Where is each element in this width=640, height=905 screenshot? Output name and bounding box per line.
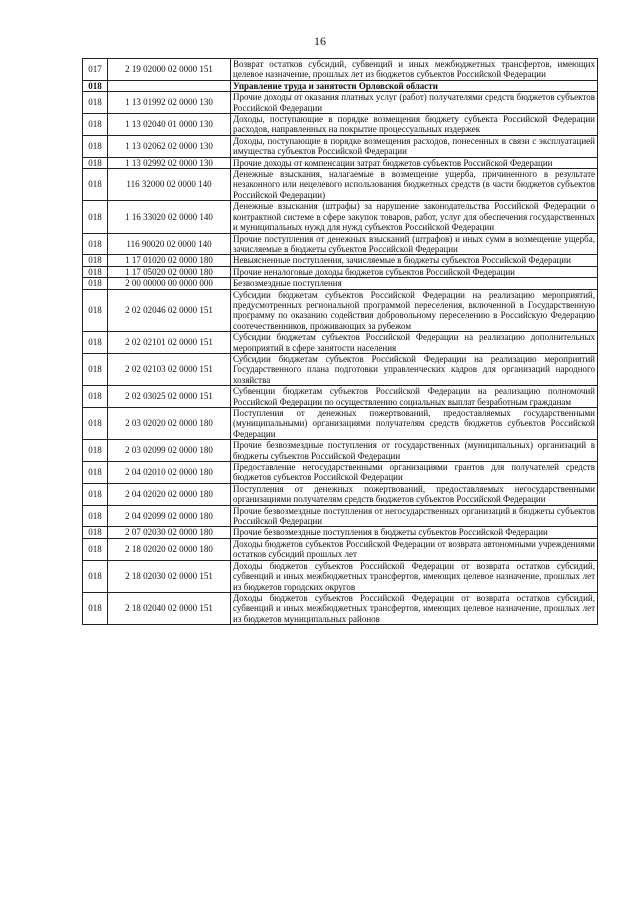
revenue-code-cell: 2 02 02103 02 0000 151	[108, 353, 231, 385]
table-row	[83, 592, 598, 624]
table-body	[83, 59, 598, 625]
admin-code-cell: 018	[83, 353, 108, 385]
table-row	[83, 59, 598, 81]
revenue-name-cell: Субвенции бюджетам субъектов Российской Федерации на реализацию полномочий Российской Федерации по осуществлению социальных выплат безработным гражданам	[231, 386, 598, 408]
admin-code-cell: 018	[83, 135, 108, 157]
revenue-code-cell: 2 04 02099 02 0000 180	[108, 505, 231, 527]
table-row	[83, 201, 598, 233]
table-row	[83, 408, 598, 440]
revenue-code-cell: 1 13 02062 02 0000 130	[108, 135, 231, 157]
table-row	[83, 255, 598, 266]
revenue-name-cell: Доходы бюджетов субъектов Российской Федерации от возврата остатков субсидий, субвенций и иных межбюджетных трансфертов, имеющих целевое назначение, прошлых лет из бюджетов муниципальных районов	[231, 592, 598, 624]
admin-code-cell: 018	[83, 538, 108, 560]
revenue-name-cell: Прочие доходы от оказания платных услуг (работ) получателями средств бюджетов субъектов Российской Федерации	[231, 92, 598, 114]
revenue-code-cell: 1 17 05020 02 0000 180	[108, 266, 231, 277]
page-number: 16	[314, 34, 326, 48]
table-row	[83, 483, 598, 505]
revenue-code-cell: 116 90020 02 0000 140	[108, 233, 231, 255]
table-row	[83, 135, 598, 157]
revenue-code-cell: 2 18 02040 02 0000 151	[108, 592, 231, 624]
admin-code-cell: 018	[83, 255, 108, 266]
table-row	[83, 353, 598, 385]
revenue-code-cell: 116 32000 02 0000 140	[108, 169, 231, 201]
revenue-name-cell: Доходы, поступающие в порядке возмещения расходов, понесенных в связи с эксплуатацией имущества субъектов Российской Федерации	[231, 135, 598, 157]
revenue-name-cell: Доходы бюджетов субъектов Российской Федерации от возврата остатков субсидий, субвенций и иных межбюджетных трансфертов, имеющих целевое назначение, прошлых лет из бюджетов городских округов	[231, 560, 598, 592]
revenue-name-cell: Доходы бюджетов субъектов Российской Федерации от возврата автономными учреждениями остатков субсидий прошлых лет	[231, 538, 598, 560]
revenue-code-cell: 2 18 02030 02 0000 151	[108, 560, 231, 592]
admin-code-cell: 018	[83, 201, 108, 233]
table-row	[83, 114, 598, 136]
admin-code-cell: 018	[83, 289, 108, 332]
revenue-code-cell: 1 17 01020 02 0000 180	[108, 255, 231, 266]
revenue-name-cell: Доходы, поступающие в порядке возмещения бюджету субъекта Российской Федерации расходов, направленных на покрытие процессуальных издержек	[231, 114, 598, 136]
admin-code-cell: 018	[83, 157, 108, 168]
revenue-code-cell: 2 03 02020 02 0000 180	[108, 408, 231, 440]
revenue-name-cell: Поступления от денежных пожертвований, предоставляемых государственными (муниципальными) организациями получателям средств бюджетов субъектов Российской Федерации	[231, 408, 598, 440]
table-row	[83, 80, 598, 91]
table-row	[83, 169, 598, 201]
admin-code-cell: 018	[83, 527, 108, 538]
table-row	[83, 332, 598, 354]
revenue-name-cell: Поступления от денежных пожертвований, предоставляемых негосударственными организациями получателям средств бюджетов субъектов Российской Федерации	[231, 483, 598, 505]
table-row	[83, 266, 598, 277]
admin-code-cell: 018	[83, 462, 108, 484]
admin-code-cell: 018	[83, 386, 108, 408]
revenue-name-cell: Субсидии бюджетам субъектов Российской Федерации на реализацию мероприятий, предусмотренных региональной программой переселения, включенной в Государственную программу по оказанию содействия добровольному переселению в Российскую Федерацию соотечественников, проживающих за рубежом	[231, 289, 598, 332]
revenue-code-cell: 2 02 02046 02 0000 151	[108, 289, 231, 332]
table-row	[83, 157, 598, 168]
revenue-code-cell: 2 04 02010 02 0000 180	[108, 462, 231, 484]
admin-code-cell: 018	[83, 80, 108, 91]
revenue-code-cell: 2 02 03025 02 0000 151	[108, 386, 231, 408]
admin-code-cell: 018	[83, 266, 108, 277]
admin-code-cell: 018	[83, 92, 108, 114]
table-row	[83, 92, 598, 114]
admin-code-cell: 018	[83, 408, 108, 440]
revenue-code-cell: 2 04 02020 02 0000 180	[108, 483, 231, 505]
revenue-name-cell: Возврат остатков субсидий, субвенций и иных межбюджетных трансфертов, имеющих целевое назначение, прошлых лет из бюджетов субъектов Российской Федерации	[231, 59, 598, 81]
admin-code-cell: 018	[83, 278, 108, 289]
admin-code-cell: 018	[83, 114, 108, 136]
revenue-code-cell: 2 00 00000 00 0000 000	[108, 278, 231, 289]
revenue-code-cell: 2 18 02020 02 0000 180	[108, 538, 231, 560]
revenue-name-cell: Денежные взыскания (штрафы) за нарушение законодательства Российской Федерации о контрактной системе в сфере закупок товаров, работ, услуг для обеспечения государственных и муниципальных нужд для нужд субъектов Российской Федерации	[231, 201, 598, 233]
revenue-name-cell: Субсидии бюджетам субъектов Российской Федерации на реализацию мероприятий Государственного плана подготовки управленческих кадров для организаций народного хозяйства	[231, 353, 598, 385]
admin-code-cell: 018	[83, 505, 108, 527]
revenue-name-cell: Денежные взыскания, налагаемые в возмещение ущерба, причиненного в результате незаконного или нецелевого использования бюджетных средств (в части бюджетов субъектов Российской Федерации)	[231, 169, 598, 201]
revenue-name-cell: Прочие безвозмездные поступления в бюджеты субъектов Российской Федерации	[231, 527, 598, 538]
admin-code-cell: 018	[83, 440, 108, 462]
revenue-name-cell: Субсидии бюджетам субъектов Российской Федерации на реализацию дополнительных мероприятий в сфере занятости населения	[231, 332, 598, 354]
revenue-code-table	[82, 58, 598, 625]
admin-code-cell: 018	[83, 560, 108, 592]
revenue-name-cell: Прочие поступления от денежных взысканий (штрафов) и иных сумм в возмещение ущерба, зачисляемые в бюджеты субъектов Российской Федерации	[231, 233, 598, 255]
admin-code-cell: 018	[83, 592, 108, 624]
table-row	[83, 386, 598, 408]
revenue-name-cell: Прочие доходы от компенсации затрат бюджетов субъектов Российской Федерации	[231, 157, 598, 168]
table-row	[83, 527, 598, 538]
table-row	[83, 505, 598, 527]
admin-code-cell: 017	[83, 59, 108, 81]
table-row	[83, 278, 598, 289]
table-row	[83, 289, 598, 332]
admin-code-cell: 018	[83, 233, 108, 255]
revenue-code-cell: 2 07 02030 02 0000 180	[108, 527, 231, 538]
admin-code-cell: 018	[83, 332, 108, 354]
revenue-code-cell: 1 13 01992 02 0000 130	[108, 92, 231, 114]
admin-code-cell: 018	[83, 169, 108, 201]
table-row	[83, 560, 598, 592]
revenue-code-cell: 1 16 33020 02 0000 140	[108, 201, 231, 233]
revenue-code-cell: 2 03 02099 02 0000 180	[108, 440, 231, 462]
revenue-code-cell: 2 02 02101 02 0000 151	[108, 332, 231, 354]
admin-code-cell: 018	[83, 483, 108, 505]
revenue-name-cell: Прочие безвозмездные поступления от негосударственных организаций в бюджеты субъектов Российской Федерации	[231, 505, 598, 527]
revenue-code-cell: 1 13 02040 01 0000 130	[108, 114, 231, 136]
revenue-name-cell: Управление труда и занятости Орловской области	[231, 80, 598, 91]
table-row	[83, 440, 598, 462]
revenue-name-cell: Прочие безвозмездные поступления от государственных (муниципальных) организаций в бюджеты субъектов Российской Федерации	[231, 440, 598, 462]
table-row	[83, 233, 598, 255]
revenue-name-cell: Предоставление негосударственными организациями грантов для получателей средств бюджетов субъектов Российской Федерации	[231, 462, 598, 484]
table-row	[83, 538, 598, 560]
revenue-name-cell: Прочие неналоговые доходы бюджетов субъектов Российской Федерации	[231, 266, 598, 277]
revenue-name-cell: Безвозмездные поступления	[231, 278, 598, 289]
table-row	[83, 462, 598, 484]
revenue-code-cell: 2 19 02000 02 0000 151	[108, 59, 231, 81]
revenue-code-cell: 1 13 02992 02 0000 130	[108, 157, 231, 168]
revenue-name-cell: Невыясненные поступления, зачисляемые в бюджеты субъектов Российской Федерации	[231, 255, 598, 266]
revenue-code-cell	[108, 80, 231, 91]
